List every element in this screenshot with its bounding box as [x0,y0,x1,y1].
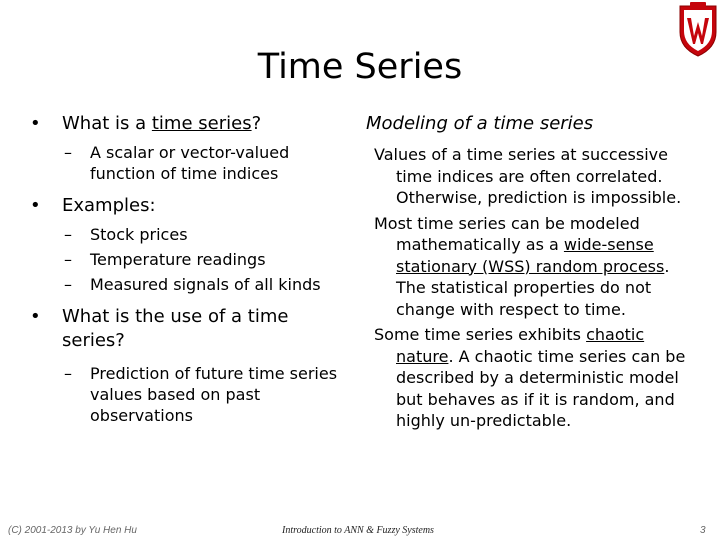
paragraph-wss: Most time series can be modeled mathematically as a wide-sense stationary (WSS) random process. The statistical properties do not change with respect to time. [374,213,670,319]
bullet-examples: • Examples: [30,195,156,216]
right-column [362,112,702,432]
paragraph-correlation: Values of a time series at successive time indices are often correlated. Otherwise, prediction is impossible. [374,145,682,207]
sub-bullet-example: – Temperature readings [64,250,266,269]
sub-bullet-example: – Stock prices [64,225,188,244]
modeling-heading: Modeling of a time series [366,113,594,134]
slide-title: Time Series [257,47,463,87]
paragraph-chaotic: Some time series exhibits chaotic nature. A chaotic time series can be described by a deterministic model but behaves as if it is random, and highly un-predictable. [374,325,686,430]
bullet-what-is [30,112,350,136]
bullet-text: What is a time series? [62,113,262,134]
sub-bullet-definition: – A scalar or vector-valued function of time indices [64,143,290,183]
footer-course-title: Introduction to ANN & Fuzzy Systems [282,525,434,536]
sub-bullet-prediction: – Prediction of future time series values based on past observations [64,364,338,425]
footer-copyright: (C) 2001-2013 by Yu Hen Hu [8,525,137,536]
university-crest-icon [676,2,720,58]
time-series-link[interactable]: time series [151,113,252,134]
nature-link[interactable]: nature [396,346,449,366]
bullet-marker: • [30,113,41,134]
page-number: 3 [700,525,706,536]
sub-bullet-example: – Measured signals of all kinds [64,275,321,294]
chaotic-link[interactable]: chaotic [586,325,645,344]
bullet-use: • What is the use of a time series? [30,306,289,351]
left-column [30,112,350,426]
wss-link[interactable]: wide-sense stationary (WSS) random process [396,235,665,276]
